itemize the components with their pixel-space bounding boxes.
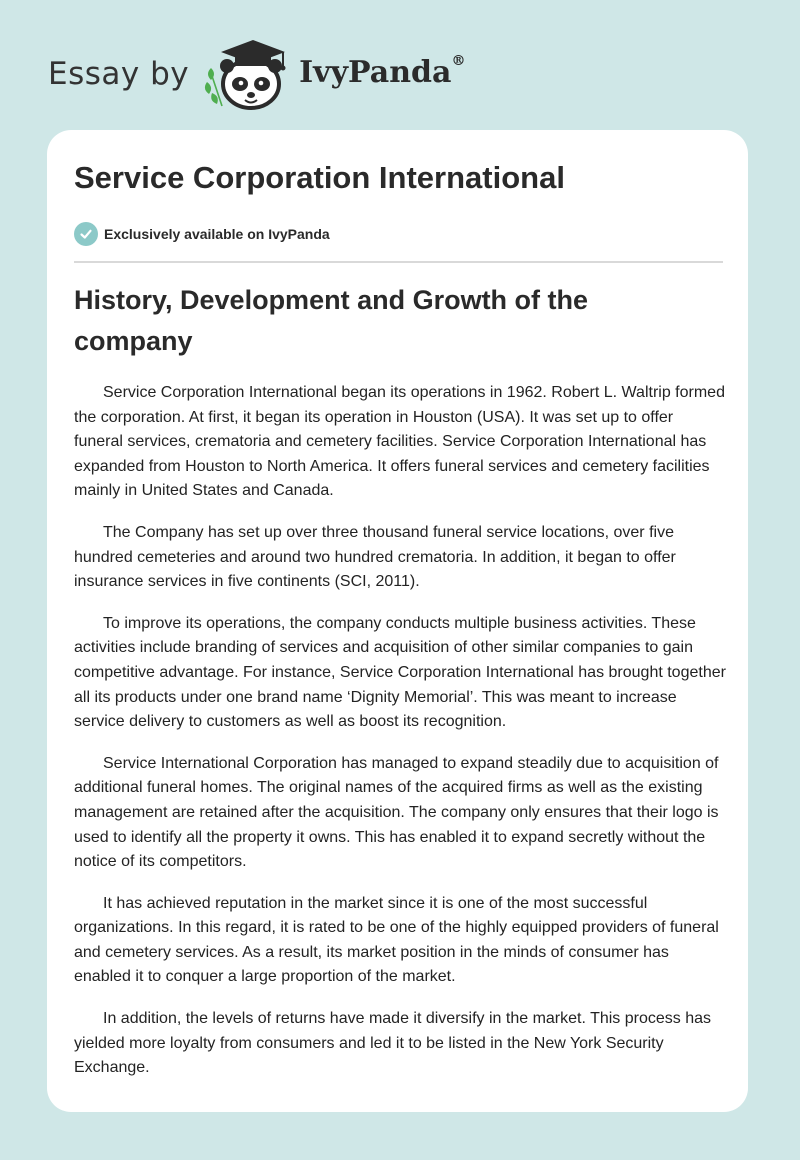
essay-body [74,381,726,1098]
paragraph: It has achieved reputation in the market since it is one of the most successful organizations. In this regard, it is rated to be one of the highly equipped providers of funeral and cemetery services. As a result, its market position in the minds of consumer has enabled it to conquer a large proportion of the market. [74,894,719,986]
registered-mark: ® [451,52,466,69]
paragraph: The Company has set up over three thousand funeral service locations, over five hundred cemeteries and around two hundred crematoria. In addition, it began to offer insurance services in five continents (SCI, 2011). [74,523,676,591]
paragraph: To improve its operations, the company conducts multiple business activities. These activities include branding of services and acquisition of other similar companies to gain competitive advantage. For instance, Service Corporation International has brought together all its products under one brand name ‘Dignity Memorial’. This was meant to increase service delivery to customers as well as boost its recognition. [74,614,726,731]
divider [74,261,723,263]
panda-logo-icon[interactable] [203,36,293,112]
section-heading: History, Development and Growth of the company [74,285,589,356]
essay-by-label: Essay by [48,56,190,92]
paragraph: In addition, the levels of returns have made it diversify in the market. This process has yielded more loyalty from consumers and led it to be listed in the New York Security Exchange. [74,1010,711,1077]
page-title: Service Corporation International [74,160,565,195]
check-circle-icon [74,222,98,246]
paragraph: Service International Corporation has managed to expand steadily due to acquisition of additional funeral homes. The original names of the acquired firms as well as the existing management are retained after the acquisition. The company only ensures that their logo is used to identify all the property it owns. This has enabled it to expand secretly without the notice of its competitors. [74,754,719,871]
site-header [48,34,465,114]
essay-card [47,130,748,1112]
exclusive-label: Exclusively available on IvyPanda [104,226,330,242]
exclusive-badge [74,222,330,246]
brand-label: IvyPanda [299,54,452,90]
paragraph: Service Corporation International began its operations in 1962. Robert L. Waltrip formed the corporation. At first, it began its operation in Houston (USA). It was set up to offer funeral services, crematoria and cemetery facilities. Service Corporation International has expanded from Houston to North America. It offers funeral services and cemetery facilities mainly in United States and Canada. [74,384,725,500]
brand-name[interactable] [299,52,466,90]
